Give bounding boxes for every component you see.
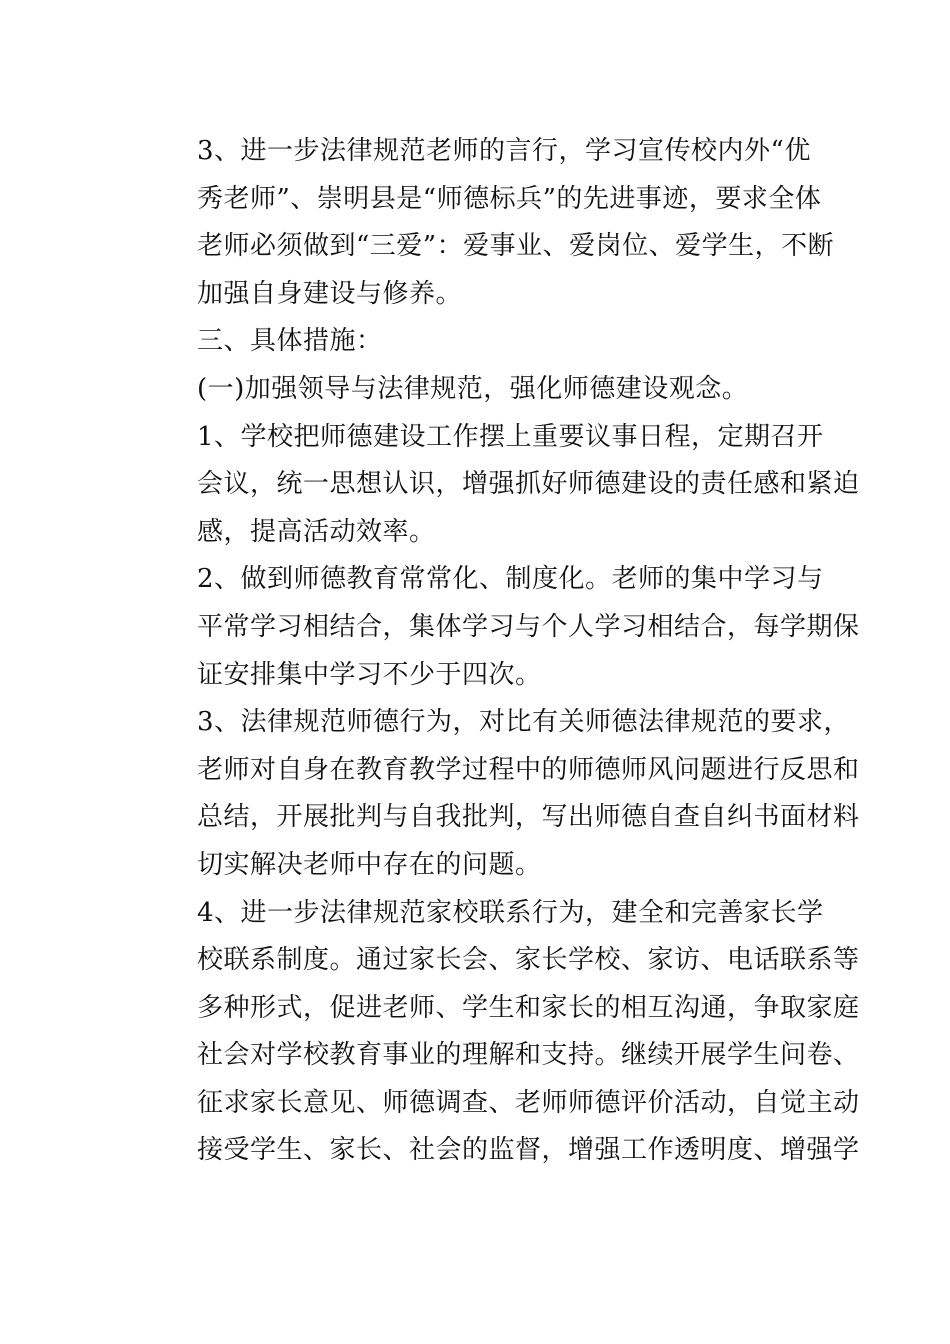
text-line: (一)加强领导与法律规范，强化师德建设观念。 xyxy=(197,373,749,404)
text-line: 加强自身建设与修养。 xyxy=(197,278,463,309)
paragraph-teacher-conduct xyxy=(145,128,835,318)
text-line: 多种形式，促进老师、学生和家长的相互沟通，争取家庭 xyxy=(197,992,860,1023)
text-line: 2、做到师德教育常常化、制度化。老师的集中学习与 xyxy=(197,564,824,595)
text-line: 总结，开展批判与自我批判，写出师德自查自纠书面材料 xyxy=(197,802,860,833)
text-line: 校联系制度。通过家长会、家长学校、家访、电话联系等 xyxy=(197,945,860,976)
paragraph-regular-education xyxy=(145,556,860,699)
text-line: 老师对自身在教育教学过程中的师德师风问题进行反思和 xyxy=(197,754,860,785)
text-line: 三、具体措施： xyxy=(197,326,383,357)
text-line: 4、进一步法律规范家校联系行为，建全和完善家长学 xyxy=(197,897,824,928)
text-line: 社会对学校教育事业的理解和支持。继续开展学生问卷、 xyxy=(197,1040,860,1071)
text-line: 老师必须做到“三爱”：爱事业、爱岗位、爱学生，不断 xyxy=(197,231,835,262)
text-line: 1、学校把师德建设工作摆上重要议事日程，定期召开 xyxy=(197,421,824,452)
text-line: 感，提高活动效率。 xyxy=(197,516,436,547)
subsection-heading-leadership xyxy=(145,366,811,414)
text-line: 接受学生、家长、社会的监督，增强工作透明度、增强学 xyxy=(197,1135,860,1166)
text-line: 3、进一步法律规范老师的言行，学习宣传校内外“优 xyxy=(197,136,811,166)
paragraph-agenda xyxy=(145,414,860,557)
document-body xyxy=(145,128,860,1175)
text-line: 会议，统一思想认识，增强抓好师德建设的责任感和紧迫 xyxy=(197,469,860,500)
text-line: 平常学习相结合，集体学习与个人学习相结合，每学期保 xyxy=(197,611,860,642)
paragraph-home-school xyxy=(145,890,860,1176)
text-line: 秀老师”、崇明县是“师德标兵”的先进事迹，要求全体 xyxy=(197,183,822,214)
paragraph-conduct-standards xyxy=(145,699,860,889)
section-heading-measures xyxy=(145,318,811,366)
text-line: 证安排集中学习不少于四次。 xyxy=(197,659,542,690)
text-line: 切实解决老师中存在的问题。 xyxy=(197,849,542,880)
text-line: 3、法律规范师德行为，对比有关师德法律规范的要求， xyxy=(197,707,851,738)
text-line: 征求家长意见、师德调查、老师师德评价活动，自觉主动 xyxy=(197,1087,860,1118)
